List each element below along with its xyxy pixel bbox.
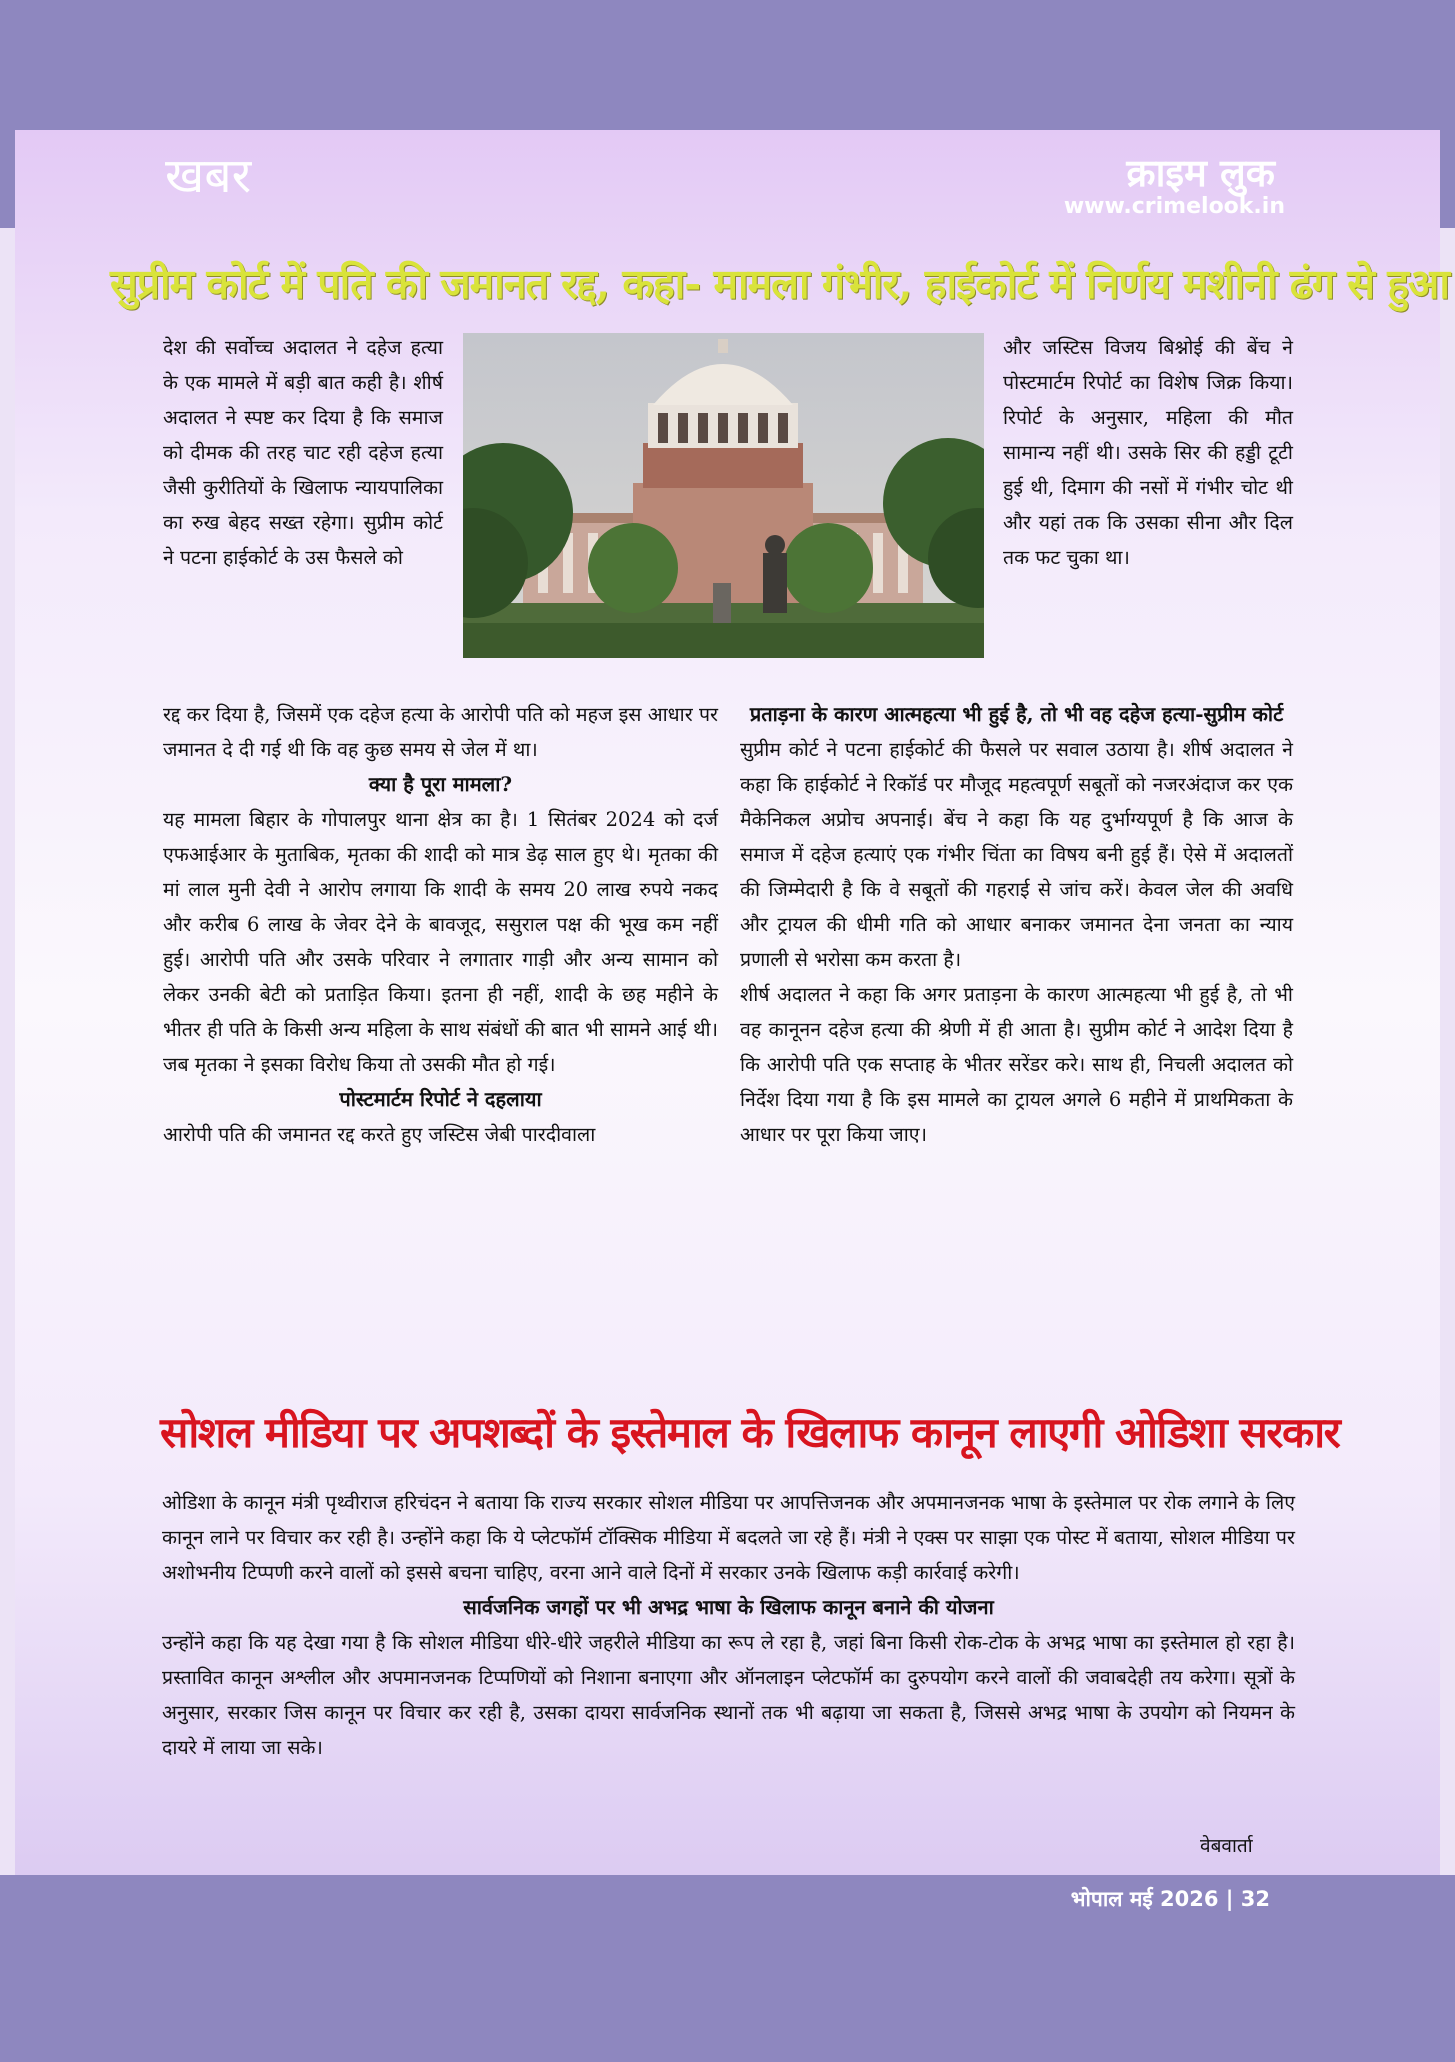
article1-right-narrow-text: और जस्टिस विजय बिश्नोई की बेंच ने पोस्टमार्टम रिपोर्ट का विशेष जिक्र किया। रिपोर्ट के अनुसार, महिला की मौत सामान्य नहीं थी। उसके सिर की हड्डी टूटी हुई थी, दिमाग की नसों में गंभीर चोट थी और यहां तक कि उसका सीना और दिल तक फट चुका था। (1003, 336, 1293, 569)
supreme-court-illustration (463, 333, 984, 658)
article1-subhead-postmortem: पोस्टमार्टम रिपोर्ट ने दहलाया (339, 1087, 542, 1111)
article1-headline: सुप्रीम कोर्ट में पति की जमानत रद्द, कहा- मामला गंभीर, हाईकोर्ट में निर्णय मशीनी ढंग से हुआ (110, 260, 1449, 308)
article1-para-case: यह मामला बिहार के गोपालपुर थाना क्षेत्र का है। 1 सितंबर 2024 को दर्ज एफआईआर के मुताबिक, मृतका की शादी को मात्र डेढ़ साल हुए थे। मृतका की मां लाल मुनी देवी ने आरोप लगाया कि शादी के समय 20 लाख रुपये नकद और करीब 6 लाख के जेवर देने के बावजूद, ससुराल पक्ष की भूख कम नहीं हुई। आरोपी पति और उसके परिवार ने लगातार गाड़ी और अन्य सामान को लेकर उनकी बेटी को प्रताड़ित किया। इतना ही नहीं, शादी के छह महीने के भीतर ही पति के किसी अन्य महिला के साथ संबंधों की बात भी सामने आई थी। जब मृतका ने इसका विरोध किया तो उसकी मौत हो गई। (163, 808, 718, 1076)
article1-intro-narrow-text: देश की सर्वोच्च अदालत ने दहेज हत्या के एक मामले में बड़ी बात कही है। शीर्ष अदालत ने स्पष्ट कर दिया है कि समाज को दीमक की तरह चाट रही दहेज हत्या जैसी कुरीतियों के खिलाफ न्यायपालिका का रुख बेहद सख्त रहेगा। सुप्रीम कोर्ट ने पटना हाईकोर्ट के उस फैसले को (163, 336, 443, 569)
article2-body (162, 1485, 1295, 1765)
article1-subhead-suicide: प्रताड़ना के कारण आत्महत्या भी हुई है, तो भी वह दहेज हत्या-सुप्रीम कोर्ट (749, 702, 1284, 726)
article1-intro-narrow (163, 330, 443, 575)
article1-right-column (740, 697, 1293, 1152)
article1-para-postmortem: आरोपी पति की जमानत रद्द करते हुए जस्टिस जेबी पारदीवाला (163, 1123, 596, 1146)
article1-intro-wide-text: रद्द कर दिया है, जिसमें एक दहेज हत्या के आरोपी पति को महज इस आधार पर जमानत दे दी गई थी कि वह कुछ समय से जेल में था। (163, 703, 718, 761)
article2-para-plan: उन्होंने कहा कि यह देखा गया है कि सोशल मीडिया धीरे-धीरे जहरीले मीडिया का रूप ले रहा है, जहां बिना किसी रोक-टोक के अभद्र भाषा का इस्तेमाल हो रहा है। प्रस्तावित कानून अश्लील और अपमानजनक टिप्पणियों को निशाना बनाएगा और ऑनलाइन प्लेटफॉर्म का दुरुपयोग करने वालों की जवाबदेही तय करेगा। सूत्रों के अनुसार, सरकार जिस कानून पर विचार कर रही है, उसका दायरा सार्वजनिक स्थानों तक भी बढ़ाया जा सकता है, जिससे अभद्र भाषा के उपयोग को नियमन के दायरे में लाया जा सके। (162, 1631, 1295, 1759)
article1-para-hc-question: सुप्रीम कोर्ट ने पटना हाईकोर्ट की फैसले पर सवाल उठाया है। शीर्ष अदालत ने कहा कि हाईकोर्ट ने रिकॉर्ड पर मौजूद महत्वपूर्ण सबूतों को नजरअंदाज कर एक मैकेनिकल अप्रोच अपनाई। बेंच ने कहा कि यह दुर्भाग्यपूर्ण है कि आज के समाज में दहेज हत्याएं एक गंभीर चिंता का विषय बनी हुई हैं। ऐसे में अदालतों की जिम्मेदारी है कि वे सबूतों की गहराई से जांच करें। केवल जेल की अवधि और ट्रायल की धीमी गति को आधार बनाकर जमानत देना जनता का न्याय प्रणाली से भरोसा कम करता है। (740, 738, 1293, 971)
article2-credit: वेबवार्ता (1200, 1835, 1253, 1857)
supreme-court-photo (463, 333, 984, 658)
site-url: www.crimelook.in (1063, 194, 1285, 219)
article1-right-narrow (1003, 330, 1293, 575)
article2-headline: सोशल मीडिया पर अपशब्दों के इस्तेमाल के खिलाफ कानून लाएगी ओडिशा सरकार (160, 1408, 1340, 1457)
page-folio: भोपाल मई 2026 | 32 (1070, 1887, 1270, 1911)
article2-subhead: सार्वजनिक जगहों पर भी अभद्र भाषा के खिलाफ कानून बनाने की योजना (463, 1595, 994, 1619)
section-label: खबर (165, 148, 252, 204)
article1-subhead-case: क्या है पूरा मामला? (368, 772, 513, 796)
article2-para-intro: ओडिशा के कानून मंत्री पृथ्वीराज हरिचंदन ने बताया कि राज्य सरकार सोशल मीडिया पर आपत्तिजनक और अपमानजनक भाषा के इस्तेमाल पर रोक लगाने के लिए कानून लाने पर विचार कर रही है। उन्होंने कहा कि ये प्लेटफॉर्म टॉक्सिक मीडिया में बदलते जा रहे हैं। मंत्री ने एक्स पर साझा एक पोस्ट में बताया, सोशल मीडिया पर अशोभनीय टिप्पणी करने वालों को इससे बचना चाहिए, वरना आने वाले दिनों में सरकार उनके खिलाफ कड़ी कार्रवाई करेगी। (162, 1491, 1295, 1584)
brand-logo: क्राइम लुक (1126, 151, 1275, 195)
article1-para-order: शीर्ष अदालत ने कहा कि अगर प्रताड़ना के कारण आत्महत्या भी हुई है, तो भी वह कानूनन दहेज हत्या की श्रेणी में ही आता है। सुप्रीम कोर्ट ने आदेश दिया है कि आरोपी पति एक सप्ताह के भीतर सरेंडर करे। साथ ही, निचली अदालत को निर्देश दिया गया है कि इस मामले का ट्रायल अगले 6 महीने में प्राथमिकता के आधार पर पूरा किया जाए। (740, 983, 1293, 1146)
article1-left-column (163, 697, 718, 1152)
